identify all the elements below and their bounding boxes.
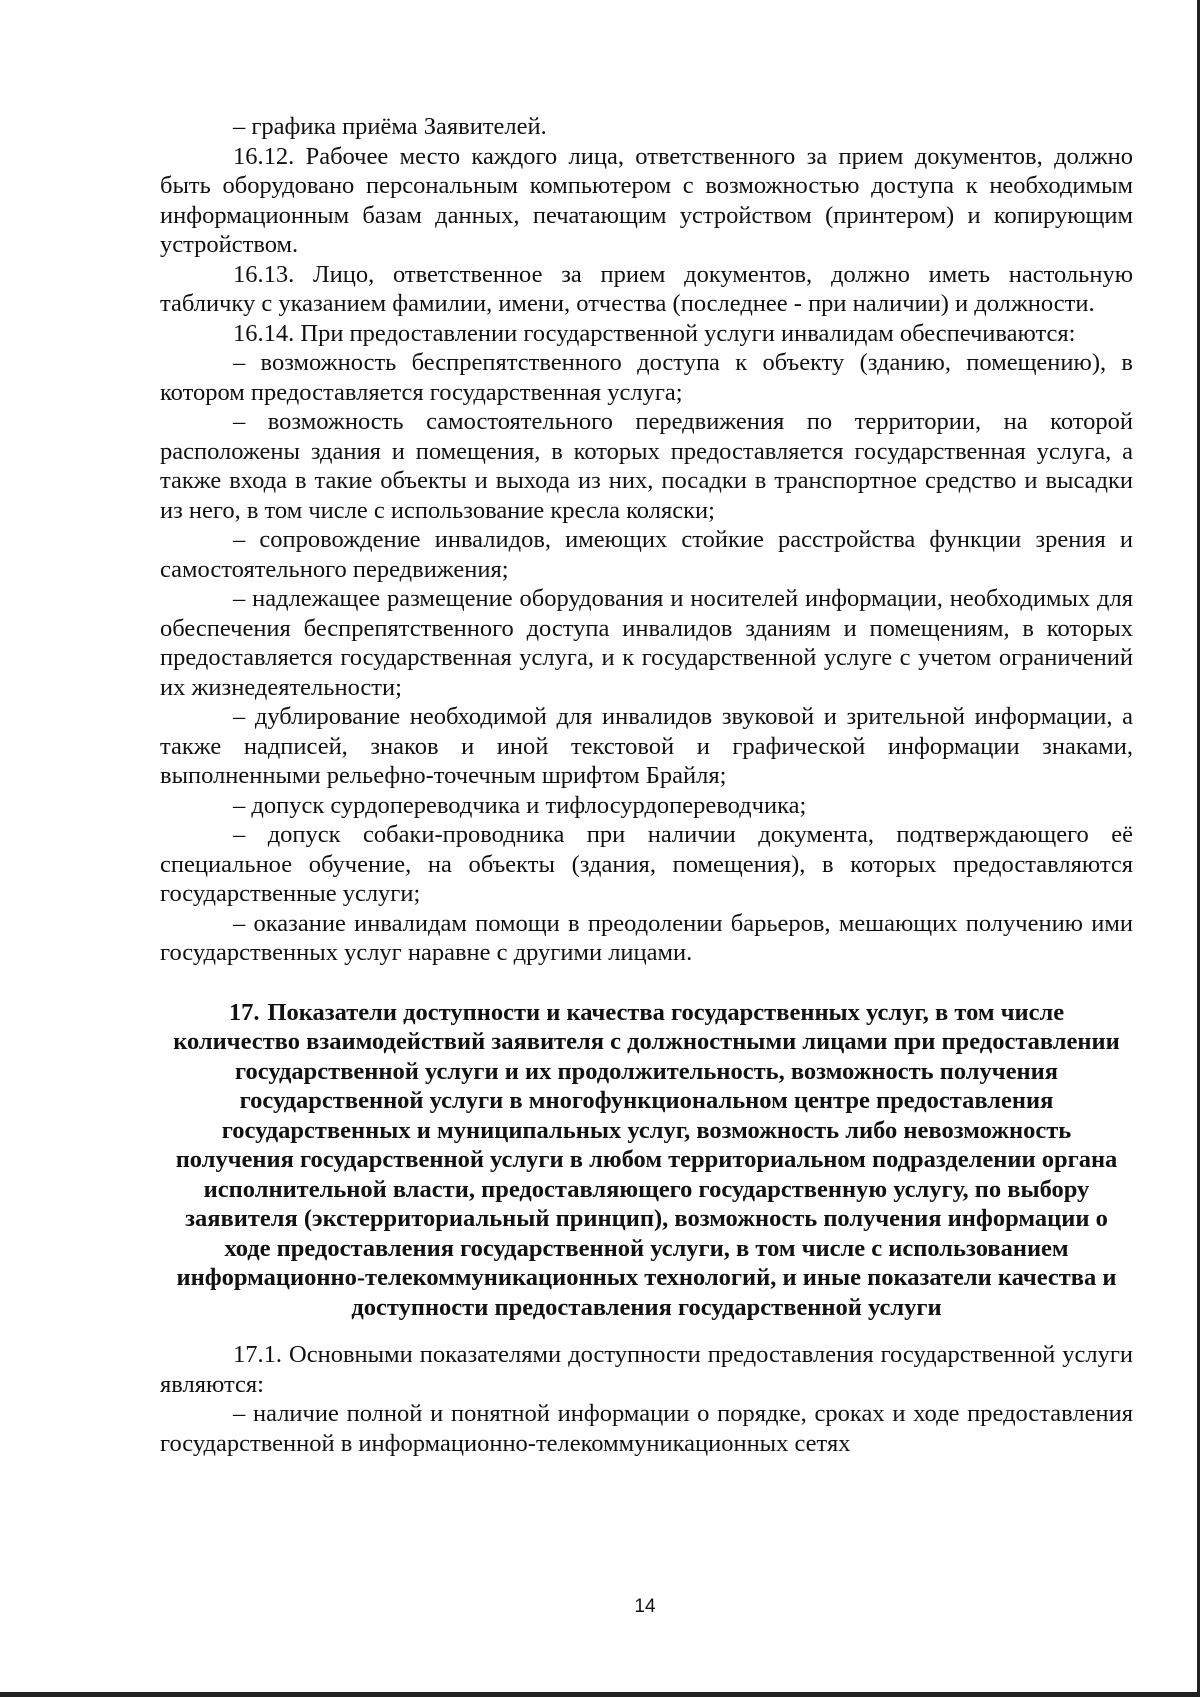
list-item: – возможность беспрепятственного доступа к объекту (зданию, помещению), в котором предоставляется государственная услуга; — [160, 349, 1133, 406]
list-item: – сопровождение инвалидов, имеющих стойкие расстройства функции зрения и самостоятельного передвижения; — [160, 526, 1133, 583]
list-item: – надлежащее размещение оборудования и носителей информации, необходимых для обеспечения беспрепятственного доступа инвалидов зданиям и помещениям, в которых предоставляется государственная услуга, и к государственной услуге с учетом ограничений их жизнедеятельности; — [160, 585, 1133, 701]
section-heading — [167, 998, 1127, 1323]
list-item: – оказание инвалидам помощи в преодолении барьеров, мешающих получению ими государственных услуг наравне с другими лицами. — [160, 909, 1133, 966]
list-item: – возможность самостоятельного передвижения по территории, на которой расположены здания и помещения, в которых предоставляется государственная услуга, а также входа в такие объекты и выхода из них, посадки в транспортное средство и высадки из него, в том числе с использование кресла коляски; — [160, 408, 1133, 524]
list-item: – допуск сурдопереводчика и тифлосурдопереводчика; — [233, 791, 807, 819]
paragraph: 16.13. Лицо, ответственное за прием документов, должно иметь настольную табличку с указанием фамилии, имени, отчества (последнее - при наличии) и должности. — [160, 260, 1133, 317]
section-number: 17. — [228, 998, 260, 1026]
list-item: – наличие полной и понятной информации о порядке, сроках и ходе предоставления государственной в информационно-телекоммуникационных сетях — [160, 1400, 1133, 1457]
paragraph: 16.12. Рабочее место каждого лица, ответственного за прием документов, должно быть оборудовано персональным компьютером с возможностью доступа к необходимым информационным базам данных, печатающим устройством (принтером) и копирующим устройством. — [160, 142, 1133, 258]
paragraph: 17.1. Основными показателями доступности предоставления государственной услуги являются: — [160, 1341, 1133, 1398]
scan-edge-bottom — [0, 1692, 1200, 1697]
spacer — [160, 968, 1133, 998]
page-number: 14 — [634, 1596, 656, 1617]
section-title: Показатели доступности и качества государственных услуг, в том числе количество взаимодействий заявителя с должностными лицами при предоставлении государственной услуги и их продолжительность, возможность получения государственной услуги в многофункциональном центре предоставления государственных и муниципальных услуг, возможность либо невозможность получения государственной услуги в любом территориальном подразделении органа исполнительной власти, предоставляющего государственную услугу, по выбору заявителя (экстерриториальный принцип), возможность получения информации о ходе предоставления государственной услуги, в том числе с использованием информационно-телекоммуникационных технологий, и иные показатели качества и доступности предоставления государственной услуги — [173, 998, 1120, 1321]
paragraph: – графика приёма Заявителей. — [233, 113, 547, 140]
list-item: – дублирование необходимой для инвалидов звуковой и зрительной информации, а также надписей, знаков и иной текстовой и графической информации знаками, выполненными рельефно-точечным шрифтом Брайля; — [160, 703, 1133, 789]
spacer — [160, 1322, 1133, 1340]
paragraph: 16.14. При предоставлении государственной услуги инвалидам обеспечиваются: — [233, 319, 1076, 347]
document-page — [160, 112, 1133, 1458]
list-item: – допуск собаки-проводника при наличии документа, подтверждающего её специальное обучение, на объекты (здания, помещения), в которых предоставляются государственные услуги; — [160, 821, 1133, 907]
